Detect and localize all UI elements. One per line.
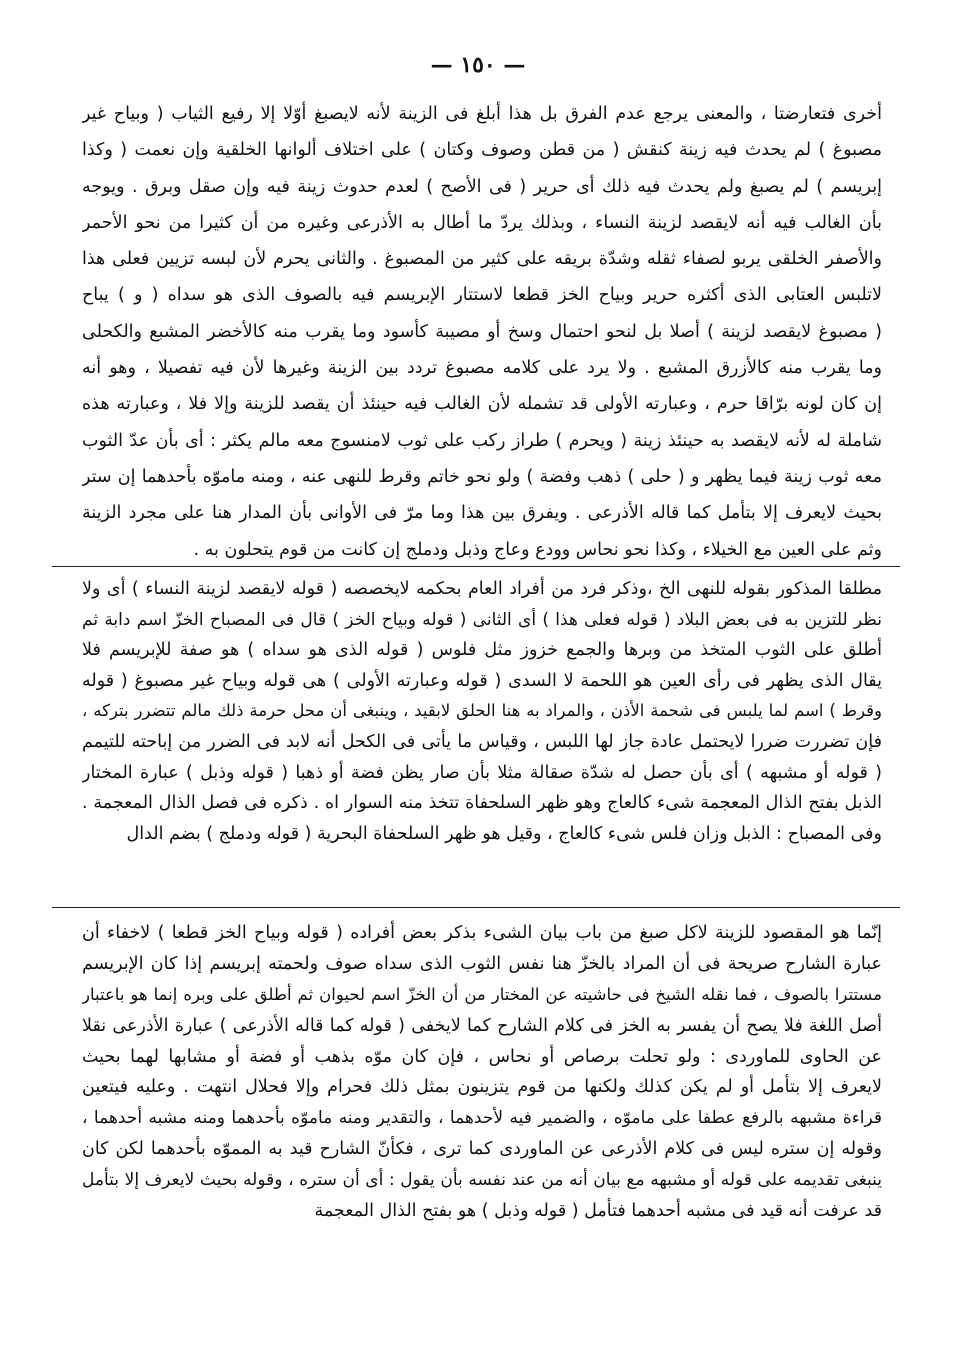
main-text-line: والأصفر الخلقى يربو لصفاء ثقله وشدّة بريقه على كثير من المصبوغ . والثانى يحرم لأن لبسه تزيين فعلى هذا [82, 249, 882, 270]
footnote-line: وفى المصباح : الذبل وزان فلس شىء كالعاج ، وقيل هو ظهر السلحفاة البحرية ( قوله ودملج ) بضم الدال [126, 823, 882, 844]
footnote-divider [52, 907, 900, 908]
footnote-line: أطلق على الثوب المتخذ من وبرها والجمع خزوز مثل فلوس ( قوله الذى هو سداه ) هو صفة للإبريسم فلا [82, 640, 882, 661]
footnote-line: عن الحاوى للماوردى : ولو تحلت برصاص أو نحاس ، فإن كان موّه بذهب أو فضة أو مشابها لهما بحيث [82, 1046, 882, 1067]
main-text-line: ( مصبوغ لايقصد لزينة ) أصلا بل لنحو احتمال وسخ أو مصيبة كأسود وما يقرب منه كالأخضر المشبع والكحلى [82, 321, 882, 342]
footnote-line: أصل اللغة فلا يصح أن يفسر به الخز فى كلام الشارح كما لايخفى ( قوله كما قاله الأذرعى ) عبارة الأذرعى نقلا [82, 1015, 882, 1036]
main-text-line: إبريسم ) لم يصبغ ولم يحدث فيه ذلك أى حرير ( فى الأصح ) لعدم حدوث زينة فيه وإن صقل وبرق . ويوجه [82, 176, 882, 197]
main-text [82, 96, 882, 568]
main-text-line: لاتلبس العتابى الذى أكثره حرير وبياح الخز قطعا لاستتار الإبريسم فيه بالصوف الذى هو سداه ( و ) يباح [82, 285, 882, 306]
footnote-line: وقوله إن ستره ليس فى كلام الأذرعى عن الماوردى كما ترى ، فكأنّ الشارح قيد به المموّه بأحدهما لكن كان [82, 1139, 882, 1160]
footnote-commentary-1 [82, 574, 882, 849]
footnote-divider [52, 566, 900, 567]
main-text-line: بأن الغالب فيه أنه لايقصد لزينة النساء ، وبذلك يردّ ما أطال به الأذرعى وغيره من أن كثيرا من نحو الأحمر [82, 212, 882, 233]
main-text-line: إن كان لونه برّاقا حرم ، وعبارته الأولى قد تشمله لأن الغالب فيه حينئذ أن يقصد للزينة وإلا فلا ، وعبارته هذه [82, 394, 882, 415]
main-text-line: وما يقرب منه كالأزرق المشبع . ولا يرد على كلامه مصبوغ تردد بين الزينة وغيرها لأن فيه تفصيلا ، وهو أنه [82, 358, 882, 379]
footnote-line: ( قوله أو مشبهه ) أى بأن حصل له شدّة صقالة مثلا بأن صار يظن فضة أو ذهبا ( قوله وذبل ) عبارة المختار [82, 762, 882, 783]
page-number: — ١٥٠ — [430, 52, 526, 78]
footnote-commentary-2 [82, 918, 882, 1227]
main-text-line: مصبوغ ) لم يحدث فيه زينة كنقش ( من قطن وصوف وكتان ) على اختلاف ألوانها الخلقية وإن نعمت ( وكذا [82, 140, 882, 161]
main-text-line: شاملة له لأنه لايقصد به حينئذ زينة ( ويحرم ) طراز ركب على ثوب لامنسوج معه مالم يكثر : أى بأن عدّ الثوب [82, 430, 882, 451]
footnote-line: ينبغى تقديمه على قوله أو مشبهه مع بيان أنه من عند نفسه بأن يقول : أى أن ستره ، وقوله بحيث لايعرف إلا بتأمل [82, 1170, 882, 1191]
footnote-line: نظر للتزين به فى بعض البلاد ( قوله فعلى هذا ) أى الثانى ( قوله وبياح الخز ) قال فى المصباح الخزّ اسم دابة ثم [82, 609, 882, 630]
footnote-line: فإن تضررت ضررا لايحتمل عادة جاز لها اللبس ، وقياس ما يأتى فى الكحل أنه لابد فى الضرر من إباحته للتيمم [82, 731, 882, 752]
main-text-line: بحيث لايعرف إلا بتأمل كما قاله الأذرعى . ويفرق بين هذا وما مرّ فى الأوانى بأن المدار هنا على مجرد الزينة [82, 503, 882, 524]
footnote-line: قراءة مشبهه بالرفع عطفا على ماموّه ، والضمير فيه لأحدهما ، والتقدير ومنه ماموّه بأحدهما ومنه مشبه أحدهما ، [82, 1108, 882, 1129]
footnote-line: عبارة الشارح صريحة فى أن المراد بالخزّ هنا نفس الثوب الذى سداه صوف ولحمته إبريسم إذا كان الإبريسم [82, 953, 882, 974]
main-text-line: معه ثوب زينة فيما يظهر و ( حلى ) ذهب وفضة ) ولو نحو خاتم وقرط للنهى عنه ، ومنه ماموّه بأحدهما إن ستر [82, 466, 882, 487]
footnote-line: يقال الذى يظهر فى رأى العين هو اللحمة لا السدى ( قوله وعبارته الأولى ) هى قوله وبياح غير مصبوغ ( قوله [82, 670, 882, 691]
footnote-line: الذبل بفتح الذال المعجمة شىء كالعاج وهو ظهر السلحفاة تتخذ منه السوار اه . ذكره فى فصل الذال المعجمة . [82, 793, 882, 814]
footnote-line: إنّما هو المقصود للزينة لاكل صبغ من باب بيان الشىء بذكر بعض أفراده ( قوله وبياح الخز قطعا ) لاخفاء أن [82, 923, 882, 943]
footnote-line: وقرط ) اسم لما يلبس فى شحمة الأذن ، والمراد به هنا الحلق لابقيد ، وينبغى أن محل حرمة ذلك مالم تتضرر بتركه ، [82, 701, 882, 721]
footnote-line: مستترا بالصوف ، فما نقله الشيخ فى حاشيته عن المختار من أن الخزّ اسم لحيوان ثم أطلق على وبره إنما هو باعتبار [82, 984, 882, 1004]
footnote-line: قد عرفت أنه قيد فى مشبه أحدهما فتأمل ( قوله وذبل ) هو بفتح الذال المعجمة [314, 1201, 882, 1222]
footnote-line: لايعرف إلا بتأمل أو لم يكن كذلك ولكنها من قوم يتزينون بمثل ذلك فحرام وإلا فحلال انتهت . وعليه فيتعين [82, 1077, 882, 1098]
main-text-line: أخرى فتعارضتا ، والمعنى يرجع عدم الفرق بل هذا أبلغ فى الزينة لأنه لايصبغ أوّلا إلا رفيع الثياب ( وبياح غير [82, 104, 882, 124]
footnote-line: مطلقا المذكور بقوله للنهى الخ ،وذكر فرد من أفراد العام بحكمه لايخصصه ( قوله لايقصد لزينة النساء ) أى ولا [82, 579, 882, 599]
main-text-line: وثم على العين مع الخيلاء ، وكذا نحو نحاس وودع وعاج وذبل ودملج إن كانت من قوم يتحلون به . [193, 539, 882, 560]
